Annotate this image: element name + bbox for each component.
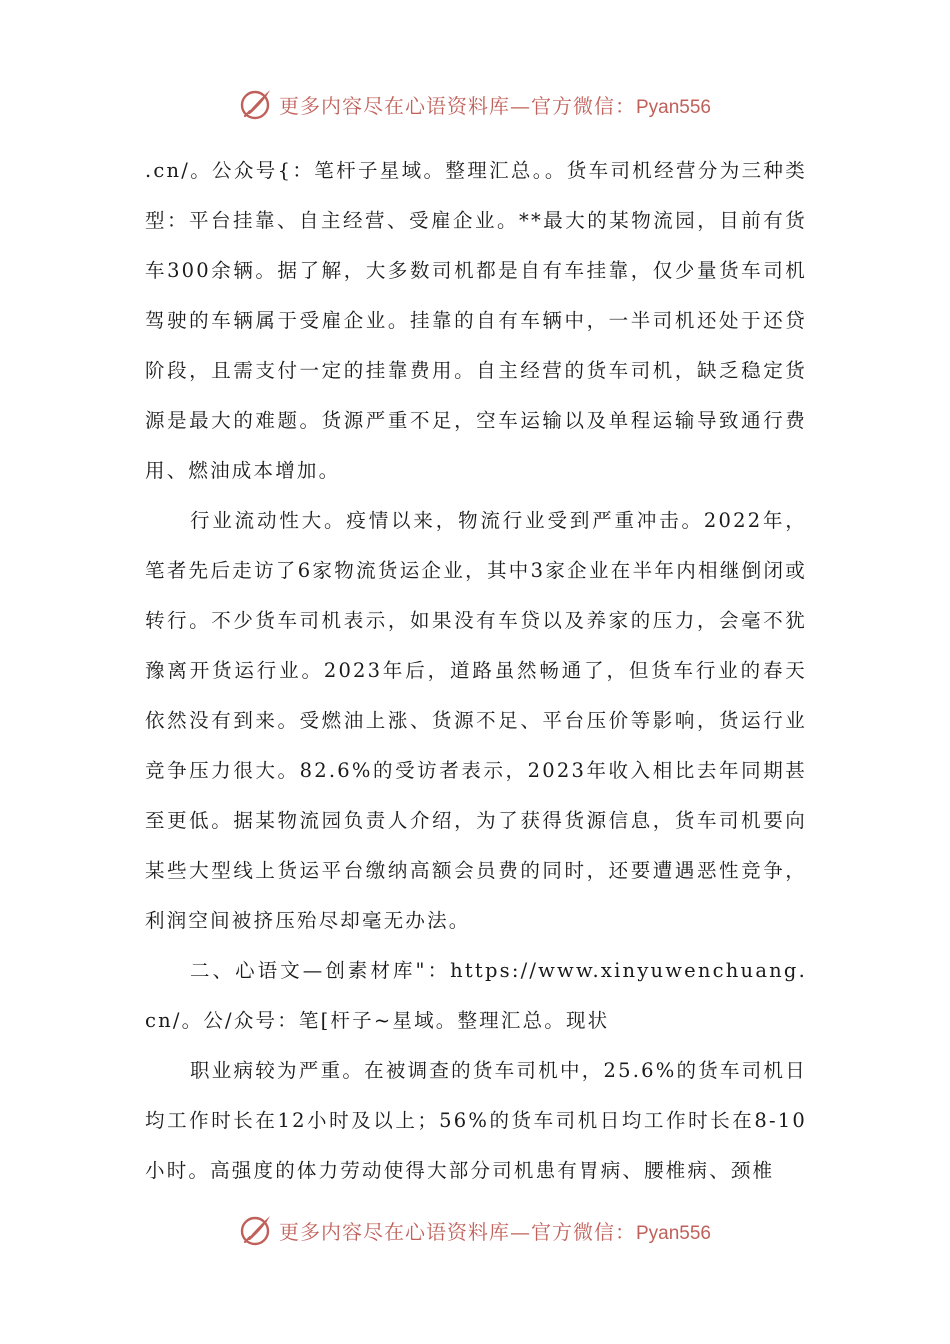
header-wechat-id: Pyan556 <box>635 96 711 118</box>
footer-banner-text <box>279 1216 711 1245</box>
paragraph-4: 职业病较为严重。在被调查的货车司机中，25.6%的货车司机日均工作时长在12小时及以上；56%的货车司机日均工作时长在8-10小时。高强度的体力劳动使得大部分司机患有胃病、腰椎病、颈椎 <box>145 1059 807 1182</box>
paragraph-3-section-heading: 二、心语文—创素材库"：https://www.xinyuwenchuang.cn/。公/众号：笔[杆子~星域。整理汇总。现状 <box>145 959 807 1032</box>
header-banner-label: 更多内容尽在心语资料库—官方微信： <box>278 93 636 118</box>
quill-logo-icon <box>239 1213 273 1247</box>
paragraph-1: .cn/。公众号{：笔杆子星域。整理汇总。。货车司机经营分为三种类型：平台挂靠、自主经营、受雇企业。**最大的某物流园，目前有货车300余辆。据了解，大多数司机都是自有车挂靠，仅少量货车司机驾驶的车辆属于受雇企业。挂靠的自有车辆中，一半司机还处于还贷阶段，且需支付一定的挂靠费用。自主经营的货车司机，缺乏稳定货源是最大的难题。货源严重不足，空车运输以及单程运输导致通行费用、燃油成本增加。 <box>145 159 807 482</box>
header-banner <box>0 82 950 126</box>
header-banner-text <box>279 90 711 119</box>
document-body <box>145 146 807 1196</box>
footer-wechat-id: Pyan556 <box>635 1222 711 1244</box>
footer-banner-label: 更多内容尽在心语资料库—官方微信： <box>278 1219 636 1244</box>
footer-banner <box>0 1208 950 1252</box>
paragraph-2: 行业流动性大。疫情以来，物流行业受到严重冲击。2022年，笔者先后走访了6家物流货运企业，其中3家企业在半年内相继倒闭或转行。不少货车司机表示，如果没有车贷以及养家的压力，会毫不犹豫离开货运行业。2023年后，道路虽然畅通了，但货车行业的春天依然没有到来。受燃油上涨、货源不足、平台压价等影响，货运行业竞争压力很大。82.6%的受访者表示，2023年收入相比去年同期甚至更低。据某物流园负责人介绍，为了获得货源信息，货车司机要向某些大型线上货运平台缴纳高额会员费的同时，还要遭遇恶性竞争，利润空间被挤压殆尽却毫无办法。 <box>145 509 807 932</box>
quill-logo-icon <box>239 87 273 121</box>
